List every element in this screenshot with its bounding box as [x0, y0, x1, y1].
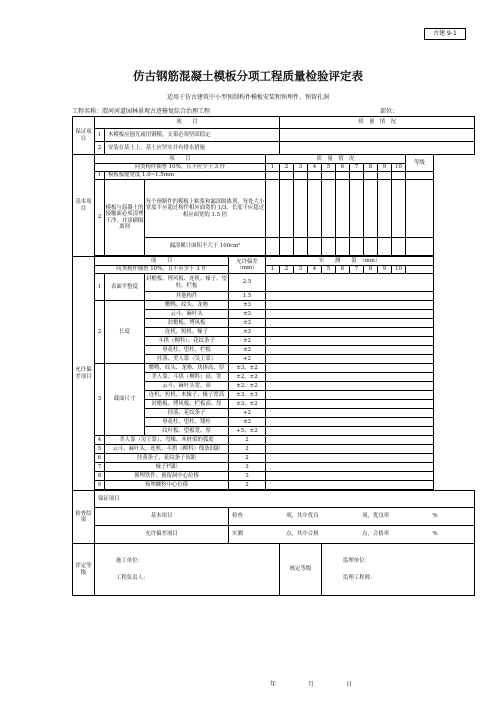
basic-num: 4 — [308, 164, 322, 172]
basic-num: 3 — [294, 164, 308, 172]
basic-num: 2 — [280, 164, 294, 172]
allowable-measured-cells[interactable] — [266, 355, 434, 364]
allowable-item: 垂花柱、望柱、栏板 — [145, 346, 229, 355]
basic-cell[interactable] — [336, 180, 350, 238]
guarantee-row-no: 1 — [95, 129, 105, 142]
basic-cell[interactable] — [364, 172, 378, 180]
allowable-item: 美人靠（吴王靠）、弯椽、木桩梁的弧度 — [105, 436, 229, 445]
basic-row-no: 1 — [95, 172, 105, 180]
allowable-num: 1 — [266, 266, 280, 274]
part-label: 部位： — [380, 108, 399, 115]
allowable-measured-cells[interactable] — [266, 418, 434, 427]
allowable-measured-cells[interactable] — [266, 391, 434, 400]
allowable-sample-text: 同类构件抽查 10%，且不应少于 3 件 — [95, 266, 229, 274]
allowable-row-no: 6 — [95, 454, 105, 463]
allowable-measured-cells[interactable] — [266, 310, 434, 319]
basic-cell[interactable] — [294, 180, 308, 238]
allowable-item: 预埋螺栓中心位移 — [105, 481, 229, 490]
basic-cell[interactable] — [378, 172, 392, 180]
result-guarantee: 保证项目 — [95, 491, 475, 508]
guarantee-row-no: 2 — [95, 142, 105, 155]
allowable-group-no: 1 — [95, 274, 105, 301]
basic-num: 7 — [350, 164, 364, 172]
allowable-group-label: 长度 — [105, 301, 145, 364]
basic-col-grade: 等级 — [406, 155, 434, 172]
builder-unit: 施工单位： — [116, 558, 143, 565]
allowable-dev: ±3 — [229, 319, 266, 328]
project-name: 工程名称：渭河河道园林景观古迹修复综合治理工程 — [72, 108, 211, 115]
allowable-num: 5 — [322, 266, 336, 274]
basic-row-desc: 漏涂累计面积不大于 100cm² — [145, 238, 266, 256]
allowable-dev: ±3 — [229, 310, 266, 319]
basic-row-text: 模板板缝宽度 1.0~1.5mm — [105, 172, 266, 180]
allowable-measured-cells[interactable] — [266, 346, 434, 355]
allowable-num: 3 — [294, 266, 308, 274]
basic-cell[interactable] — [266, 238, 280, 256]
builder-person: 工程负责人： — [116, 574, 149, 581]
basic-cell[interactable] — [350, 172, 364, 180]
result-section-label: 检查结果 — [73, 491, 95, 544]
allowable-dev: ±3 — [229, 418, 266, 427]
basic-cell[interactable] — [336, 172, 350, 180]
allowable-dev: +2 — [229, 355, 266, 364]
basic-cell[interactable] — [294, 172, 308, 180]
allowable-dev: 2 — [229, 454, 266, 463]
allowable-num: 9 — [378, 266, 392, 274]
basic-num: 10 — [392, 164, 406, 172]
basic-cell[interactable] — [392, 180, 406, 238]
basic-num: 1 — [266, 164, 280, 172]
guarantee-row-text: 木模板应刨光或用钢模，支架必须坚固稳定 — [105, 129, 280, 142]
rating-section-label: 评定等级 — [73, 544, 95, 596]
allowable-dev: ±3、±3 — [229, 391, 266, 400]
allowable-measured-cells[interactable] — [266, 382, 434, 391]
basic-num: 9 — [378, 164, 392, 172]
allowable-measured-cells[interactable] — [266, 292, 434, 301]
allowable-num: 4 — [308, 266, 322, 274]
allowable-group-no: 2 — [95, 301, 105, 364]
basic-cell[interactable] — [280, 180, 294, 238]
basic-cell[interactable] — [378, 180, 392, 238]
allowable-row-no: 4 — [95, 436, 105, 445]
allowable-item: 封檐板、博风板 — [145, 319, 229, 328]
allowable-item: 封檐板、博风板、栏板高、厚 — [145, 400, 229, 409]
allowable-measured-cells[interactable] — [266, 319, 434, 328]
result-allow-pct: % — [432, 531, 438, 538]
guarantee-section-label: 保证项目 — [73, 117, 95, 155]
allowable-item: 封檐板、博风板、连机、椽子、望柱、栏板 — [145, 274, 229, 292]
basic-section-label: 基本项目 — [73, 155, 95, 257]
basic-cell[interactable] — [322, 180, 336, 238]
allowable-dev: ±3 — [229, 328, 266, 337]
basic-cell[interactable] — [266, 180, 280, 238]
allowable-group-label: 截面尺寸 — [105, 364, 145, 436]
inspection-table — [72, 116, 475, 596]
result-basic-label: 基本项目 — [95, 508, 229, 526]
allowable-num: 7 — [350, 266, 364, 274]
basic-cell[interactable] — [378, 238, 392, 256]
guarantee-col-item: 项 目 — [95, 117, 280, 129]
allowable-dev: 2 — [229, 481, 266, 490]
allowable-group-label: 表面平整度 — [105, 274, 145, 301]
allowable-dev: +5、±2 — [229, 427, 266, 436]
allowable-item: 椽子档距 — [105, 463, 229, 472]
basic-cell[interactable] — [364, 180, 378, 238]
basic-num: 6 — [336, 164, 350, 172]
allowable-item: 挂落条子、花纹条子间距 — [105, 454, 229, 463]
allowable-row-no: 9 — [95, 481, 105, 490]
allowable-measured-cells[interactable] — [266, 427, 434, 436]
allowable-col-measured: 实 测 值 （mm） — [266, 257, 434, 266]
allowable-dev: ±2 — [229, 337, 266, 346]
allowable-group-no: 3 — [95, 364, 105, 436]
result-allow-label: 允许偏差项目 — [95, 526, 229, 544]
allowable-dev: 2 — [229, 445, 266, 454]
allowable-dev: 1.5 — [229, 292, 266, 301]
guarantee-row-quality[interactable] — [280, 142, 475, 155]
allowable-num: 6 — [336, 266, 350, 274]
allowable-measured-cells[interactable] — [266, 301, 434, 310]
allowable-dev: 2.5 — [229, 274, 266, 292]
result-allow-text3: 点，合格率 — [362, 531, 389, 538]
page-title: 仿古钢筋混凝土模板分项工程质量检验评定表 — [133, 69, 363, 83]
allowable-measured-cells[interactable] — [266, 436, 434, 445]
allowable-item: 其他构件 — [145, 292, 229, 301]
allowable-row-no: 7 — [95, 463, 105, 472]
basic-cell[interactable] — [364, 238, 378, 256]
allowable-dev: ±3、±2 — [229, 400, 266, 409]
result-allow-text2: 点，其中合格 — [286, 531, 319, 538]
basic-cell[interactable] — [266, 172, 280, 180]
basic-row-no: 2 — [95, 180, 105, 256]
allowable-item: 纹叶板、望板宽、厚 — [145, 427, 229, 436]
allowable-section-label: 允许偏差项目 — [73, 257, 95, 491]
allowable-item: 云斗、麻叶头宽、高 — [145, 382, 229, 391]
allowable-dev: ±3、±2 — [229, 364, 266, 373]
allowable-item: 鳖鸭、纹头、龙吻 — [145, 301, 229, 310]
basic-cell[interactable] — [308, 238, 322, 256]
allowable-item: 挂落、花纹条子 — [145, 409, 229, 418]
allowable-item: 预埋铁件、预留洞中心位移 — [105, 472, 229, 481]
allowable-item: 连机、短机、椽子 — [145, 328, 229, 337]
basic-row-label: 模板与混凝土的接触面必须清理干净，并涂刷隔离剂 — [105, 180, 145, 256]
allowable-dev: 2 — [229, 436, 266, 445]
allowable-measured-cells[interactable] — [266, 400, 434, 409]
allowable-item: 鳖鸭、纹头、龙吻、块体高、厚 — [145, 364, 229, 373]
allowable-item: 挂落、美人靠（吴王靠） — [145, 355, 229, 364]
basic-cell[interactable] — [322, 172, 336, 180]
result-allow-line — [229, 526, 475, 544]
result-basic-text3: 项，优良率 — [362, 513, 389, 520]
basic-cell[interactable] — [308, 172, 322, 180]
allowable-measured-cells[interactable] — [266, 463, 434, 472]
basic-cell[interactable] — [392, 238, 406, 256]
allowable-item: 云斗、麻叶头 — [145, 310, 229, 319]
result-basic-text2: 项，其中优良 — [286, 513, 319, 520]
allowable-item: 云斗、麻叶头、连机、斗拱（柳科）线条间距 — [105, 445, 229, 454]
basic-row-desc: 每个预制件的模板上粘浆和漏涂隔离剂，每处大小宽度不应超过构件相应面宽的 1/3，长度不应超过相应面宽的 1.5 倍 — [145, 180, 266, 238]
supervisor-unit: 监理单位： — [343, 558, 370, 565]
allowable-item: 连机、短机、木椽子、椽子宽高 — [145, 391, 229, 400]
basic-num: 8 — [364, 164, 378, 172]
allowable-dev: ±2、±2 — [229, 373, 266, 382]
allowable-col-item: 项 目 — [95, 257, 229, 266]
allowable-dev: 3 — [229, 463, 266, 472]
basic-col-quality: 质 量 情 况 — [266, 155, 406, 164]
date-line: 年 月 日 — [270, 681, 352, 688]
basic-grade-cell[interactable] — [406, 180, 434, 238]
result-basic-pct: % — [432, 513, 438, 520]
result-allow-text1: 实测 — [232, 531, 243, 538]
allowable-num: 2 — [280, 266, 294, 274]
result-basic-text1: 检查 — [232, 513, 243, 520]
basic-grade-cell[interactable] — [406, 238, 434, 256]
allowable-measured-cells[interactable] — [266, 373, 434, 382]
result-basic-line — [229, 508, 475, 526]
scope-note: 适用于仿古建筑中小型预制构件模板安装和预埋件、预留孔洞 — [166, 94, 329, 101]
allowable-item: 垂花柱、望柱、矮柱 — [145, 418, 229, 427]
basic-num: 5 — [322, 164, 336, 172]
allowable-row-no: 5 — [95, 445, 105, 454]
supervisor-person: 监理工程师： — [343, 574, 376, 581]
basic-cell[interactable] — [280, 238, 294, 256]
allowable-measured-cells[interactable] — [266, 274, 434, 292]
form-code: 古建 9-1 — [424, 28, 466, 40]
basic-grade-cell[interactable] — [406, 172, 434, 180]
allowable-dev: ±3 — [229, 301, 266, 310]
allowable-row-no: 8 — [95, 472, 105, 481]
allowable-num-blank — [406, 266, 434, 274]
allowable-dev: ±3 — [229, 346, 266, 355]
allowable-measured-cells[interactable] — [266, 481, 434, 490]
guarantee-col-quality: 质 量 情 况 — [280, 117, 475, 129]
basic-sample-text: 同类构件抽查 10%，且不应少于 3 件 — [95, 164, 266, 172]
allowable-dev: 3 — [229, 472, 266, 481]
basic-col-item: 项 目 — [95, 155, 266, 164]
basic-cell[interactable] — [280, 172, 294, 180]
allowable-dev: +2 — [229, 409, 266, 418]
guarantee-row-quality[interactable] — [280, 129, 475, 142]
allowable-measured-cells[interactable] — [266, 337, 434, 346]
allowable-item: 斗拱（柳科）、花纹条子 — [145, 337, 229, 346]
allowable-measured-cells[interactable] — [266, 445, 434, 454]
basic-cell[interactable] — [350, 180, 364, 238]
rating-builder-block — [95, 544, 280, 596]
rating-supervisor-block — [322, 544, 475, 596]
allowable-measured-cells[interactable] — [266, 472, 434, 481]
allowable-measured-cells[interactable] — [266, 328, 434, 337]
basic-cell[interactable] — [336, 238, 350, 256]
basic-cell[interactable] — [350, 238, 364, 256]
basic-cell[interactable] — [294, 238, 308, 256]
verify-section-label: 核定等级 — [280, 544, 322, 596]
guarantee-row-text: 安装在基土上，基土应坚实并有排水措施 — [105, 142, 280, 155]
allowable-dev: ±2、±2 — [229, 382, 266, 391]
basic-cell[interactable] — [392, 172, 406, 180]
allowable-measured-cells[interactable] — [266, 454, 434, 463]
allowable-col-dev: 允许偏差（mm） — [229, 257, 266, 274]
allowable-measured-cells[interactable] — [266, 409, 434, 418]
allowable-num: 10 — [392, 266, 406, 274]
allowable-measured-cells[interactable] — [266, 364, 434, 373]
allowable-item: 美人靠、斗拱（柳科）高、宽 — [145, 373, 229, 382]
allowable-num: 8 — [364, 266, 378, 274]
basic-cell[interactable] — [308, 180, 322, 238]
basic-cell[interactable] — [322, 238, 336, 256]
